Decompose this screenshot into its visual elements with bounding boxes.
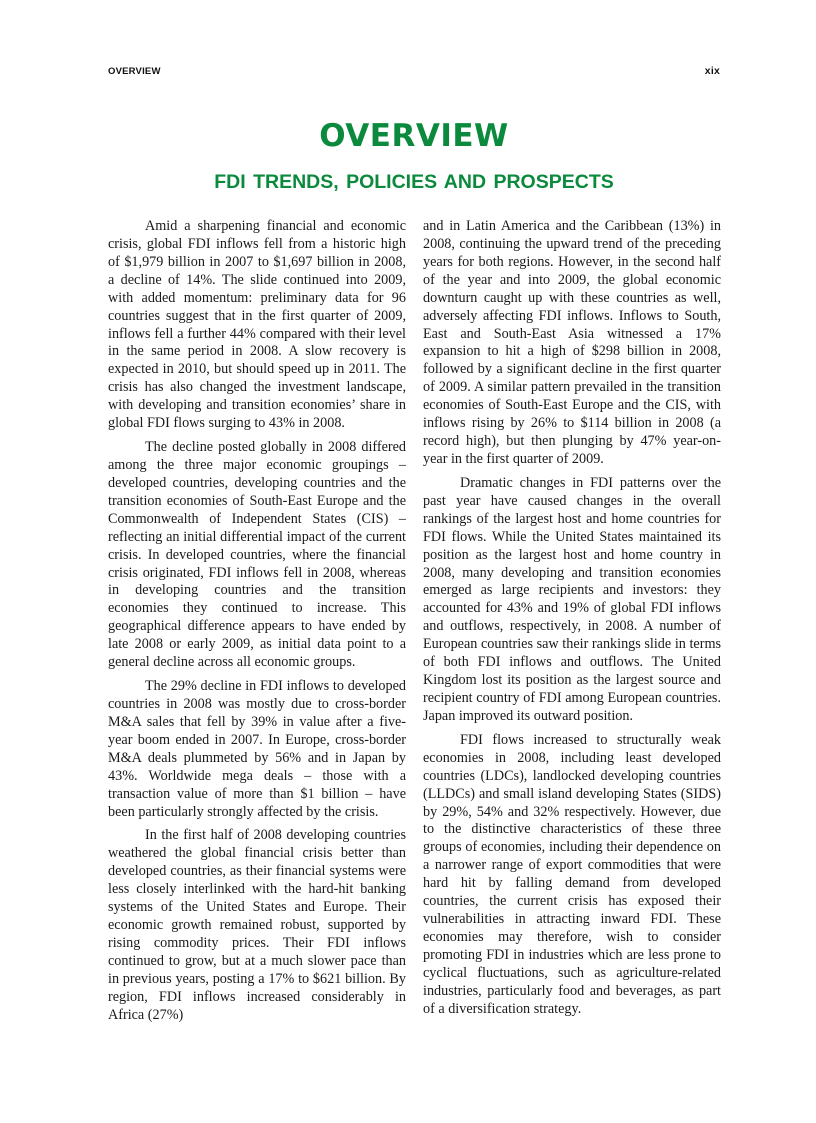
body-paragraph: The 29% decline in FDI inflows to developed countries in 2008 was mostly due to cross-border M&A sales that fell by 39% in value after a five-year boom ended in 2007. In Europe, cross-border M&A deals plummeted by 56% and in Japan by 43%. Worldwide mega deals – those with a transaction value of more than $1 billion – have been particularly strongly affected by the crisis. — [108, 678, 406, 820]
left-column — [108, 218, 406, 1031]
right-column — [423, 218, 721, 1025]
page-subtitle: FDI TRENDS, POLICIES AND PROSPECTS — [214, 171, 614, 193]
page-title: OVERVIEW — [319, 118, 509, 154]
running-header-section: OVERVIEW — [108, 66, 161, 77]
page-number: xix — [704, 65, 720, 77]
body-paragraph: The decline posted globally in 2008 differed among the three major economic groupings – developed countries, developing countries and the transition economies of South-East Europe and the Commonwealth of Independent States (CIS) – reflecting an initial differential impact of the current crisis. In developed countries, where the financial crisis originated, FDI inflows fell in 2008, whereas in developing countries and the transition economies they continued to increase. This geographical difference appears to have ended by late 2008 or early 2009, as initial data point to a general decline across all economic groups. — [108, 439, 406, 671]
body-paragraph: In the first half of 2008 developing countries weathered the global financial crisis better than developed countries, as their financial systems were less closely interlinked with the hard-hit banking systems of the United States and Europe. Their economic growth remained robust, supported by rising commodity prices. Their FDI inflows continued to grow, but at a much slower pace than in previous years, posting a 17% to $621 billion. By region, FDI inflows increased considerably in Africa (27%) — [108, 827, 406, 1023]
body-paragraph: FDI flows increased to structurally weak economies in 2008, including least developed countries (LDCs), landlocked developing countries (LLDCs) and small island developing States (SIDS) by 29%, 54% and 32% respectively. However, due to the distinctive characteristics of these three groups of economies, including their dependence on a narrower range of export commodities that were hard hit by falling demand from developed countries, the current crisis has exposed their vulnerabilities in attracting inward FDI. These economies may therefore, wish to consider promoting FDI in industries which are less prone to cyclical fluctuations, such as agriculture-related industries, particularly food and beverages, as part of a diversification strategy. — [423, 731, 721, 1017]
body-paragraph: Amid a sharpening financial and economic crisis, global FDI inflows fell from a historic high of $1,979 billion in 2007 to $1,697 billion in 2008, a decline of 14%. The slide continued into 2009, with added momentum: preliminary data for 96 countries suggest that in the first quarter of 2009, inflows fell a further 44% compared with their level in the same period in 2008. A slow recovery is expected in 2010, but should speed up in 2011. The crisis has also changed the investment landscape, with developing and transition economies’ share in global FDI flows surging to 43% in 2008. — [108, 218, 406, 432]
body-paragraph-continuation: and in Latin America and the Caribbean (13%) in 2008, continuing the upward trend of the preceding years for both regions. However, in the second half of the year and into 2009, the global economic downturn caught up with these countries as well, adversely affecting FDI inflows. Inflows to South, East and South-East Asia witnessed a 17% expansion to hit a high of $298 billion in 2008, followed by a significant decline in the first quarter of 2009. A similar pattern prevailed in the transition economies of South-East Europe and the CIS, with inflows rising by 26% to $114 billion in 2008 (a record high), but then plunging by 47% year-on-year in the first quarter of 2009. — [423, 218, 721, 467]
running-header — [108, 66, 720, 80]
body-paragraph: Dramatic changes in FDI patterns over the past year have caused changes in the overall rankings of the largest host and home countries for FDI flows. While the United States maintained its position as the largest host and home country in 2008, many developing and transition economies emerged as large recipients and investors: they accounted for 43% and 19% of global FDI inflows and outflows, respectively, in 2008. A number of European countries saw their rankings slide in terms of both FDI inflows and outflows. The United Kingdom lost its position as the largest source and recipient country of FDI among European countries. Japan improved its outward position. — [423, 474, 721, 724]
